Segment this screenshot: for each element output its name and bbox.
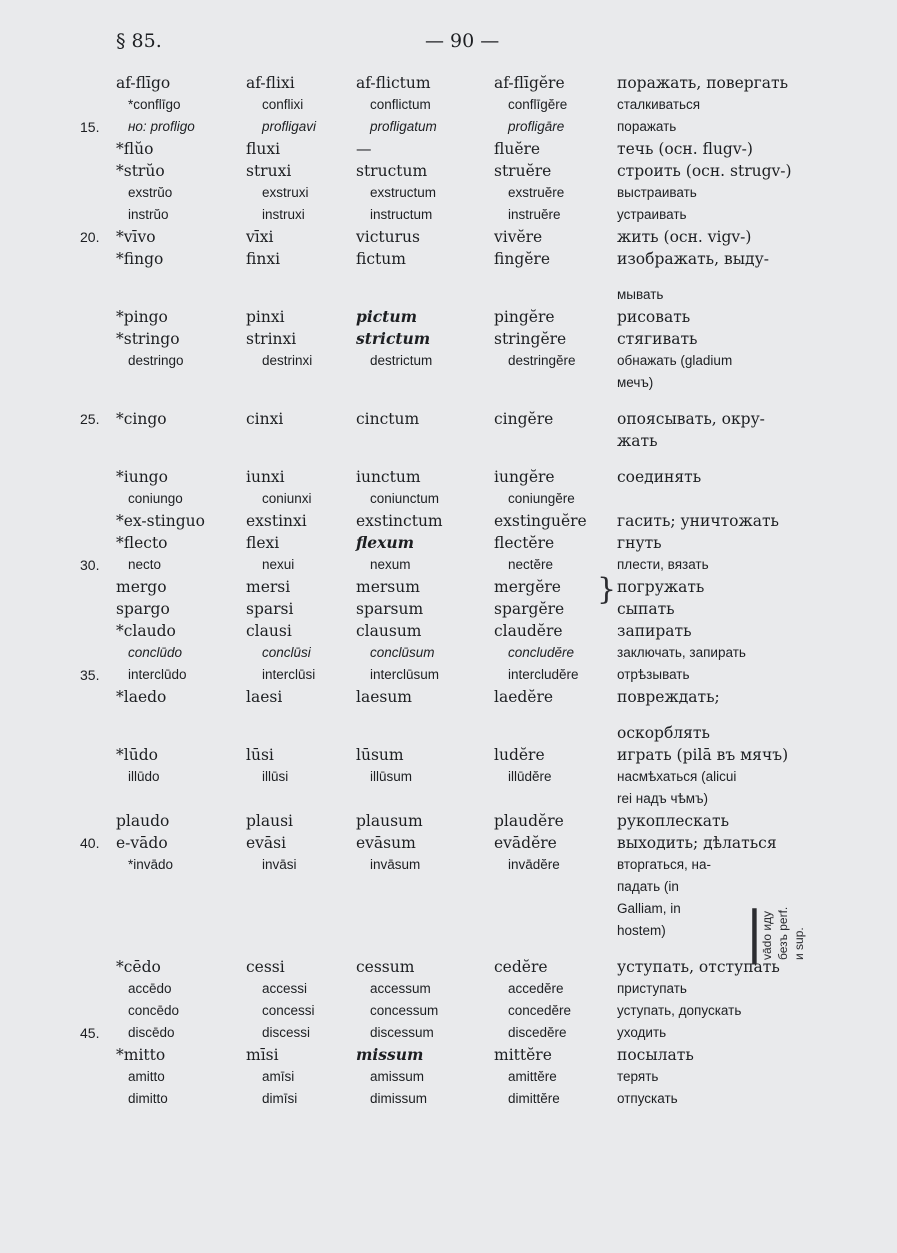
cell-c1: *cingo xyxy=(116,410,167,428)
cell-c4: dimittĕre xyxy=(508,1091,560,1106)
cell-c4: destringĕre xyxy=(508,353,576,368)
cell-c3: af-flictum xyxy=(356,74,431,92)
cell-c1: *cēdo xyxy=(116,958,161,976)
cell-c3: coniunctum xyxy=(370,491,440,506)
cell-c4: invādĕre xyxy=(508,857,560,872)
cell-c1: *laedo xyxy=(116,688,167,706)
table-row xyxy=(0,744,897,766)
table-row xyxy=(0,138,897,160)
table-row xyxy=(0,466,897,488)
cell-c1: exstrŭo xyxy=(128,185,173,200)
cell-c2: strinxi xyxy=(246,330,297,348)
cell-c3: evāsum xyxy=(356,834,416,852)
cell-c5: мечъ) xyxy=(617,375,654,390)
cell-c2: invāsi xyxy=(262,857,297,872)
cell-c4: intercludĕre xyxy=(508,667,579,682)
cell-c5: насмѣхаться (alicui xyxy=(617,769,737,784)
cell-c3: amissum xyxy=(370,1069,425,1084)
cell-c3: profligatum xyxy=(370,119,437,134)
cell-c2: profligavi xyxy=(262,119,317,134)
cell-c2: discessi xyxy=(262,1025,311,1040)
cell-num: 30. xyxy=(80,557,100,573)
cell-c4: amittĕre xyxy=(508,1069,557,1084)
cell-c4: fingĕre xyxy=(494,250,550,268)
cell-c1: *strŭo xyxy=(116,162,165,180)
cell-c3: — xyxy=(356,140,372,158)
cell-c3: conflictum xyxy=(370,97,431,112)
table-row xyxy=(0,94,897,116)
cell-c1: *flŭo xyxy=(116,140,154,158)
cell-c2: accessi xyxy=(262,981,308,996)
table-row xyxy=(0,182,897,204)
cell-c4: exstinguĕre xyxy=(494,512,587,530)
table-row xyxy=(0,978,897,1000)
cell-c2: dimīsi xyxy=(262,1091,298,1106)
cell-c3: conclūsum xyxy=(370,645,435,660)
cell-c1: af-flīgo xyxy=(116,74,171,92)
cell-c5: hostem) xyxy=(617,923,666,938)
cell-c4: nectĕre xyxy=(508,557,554,572)
cell-c4: coniungĕre xyxy=(508,491,575,506)
cell-c3: exstinctum xyxy=(356,512,443,530)
cell-c3: instructum xyxy=(370,207,433,222)
cell-c1: *stringo xyxy=(116,330,180,348)
cell-c4: evādĕre xyxy=(494,834,557,852)
table-row xyxy=(0,248,897,270)
cell-c2: interclūsi xyxy=(262,667,316,682)
cell-c4: iungĕre xyxy=(494,468,555,486)
cell-c1: illūdo xyxy=(128,769,160,784)
cell-c5: обнажать (gladium xyxy=(617,353,733,368)
table-row xyxy=(0,372,897,394)
cell-c1: concēdo xyxy=(128,1003,180,1018)
cell-c1: e-vādo xyxy=(116,834,168,852)
cell-c5: мывать xyxy=(617,287,664,302)
cell-c2: mīsi xyxy=(246,1046,279,1064)
cell-c2: pinxi xyxy=(246,308,285,326)
cell-c4: mittĕre xyxy=(494,1046,552,1064)
cell-c5: стягивать xyxy=(617,330,698,348)
cell-c1: *ex-stinguo xyxy=(116,512,205,530)
page-number: — 90 — xyxy=(425,30,500,52)
side-note-line1: vādo иду xyxy=(760,910,774,960)
cell-c5: сыпать xyxy=(617,600,675,618)
cell-c3: destrictum xyxy=(370,353,433,368)
table-row xyxy=(0,160,897,182)
cell-c5: течь (осн. flugv-) xyxy=(617,140,753,158)
cell-c2: clausi xyxy=(246,622,292,640)
cell-c3: dimissum xyxy=(370,1091,428,1106)
cell-c5: уходить xyxy=(617,1025,667,1040)
cell-c5: сталкиваться xyxy=(617,97,701,112)
cell-c4: vivĕre xyxy=(494,228,543,246)
cell-c5: строить (осн. strugv-) xyxy=(617,162,792,180)
cell-num: 25. xyxy=(80,411,100,427)
cell-c2: evāsi xyxy=(246,834,287,852)
cell-c3: laesum xyxy=(356,688,413,706)
table-row xyxy=(0,576,897,598)
cell-c3: illūsum xyxy=(370,769,413,784)
table-row xyxy=(0,876,897,898)
cell-c3: interclūsum xyxy=(370,667,440,682)
cell-c2: flexi xyxy=(246,534,280,552)
cell-c1: *conflīgo xyxy=(128,97,181,112)
cell-c1: plaudo xyxy=(116,812,170,830)
cell-c5: отрѣзывать xyxy=(617,667,690,682)
cell-c3: missum xyxy=(356,1045,424,1064)
cell-c5: поражать, повергать xyxy=(617,74,789,92)
table-row xyxy=(0,620,897,642)
cell-c3: structum xyxy=(356,162,428,180)
cell-c1: necto xyxy=(128,557,162,572)
cell-c5: жить (осн. vigv-) xyxy=(617,228,752,246)
cell-c2: struxi xyxy=(246,162,292,180)
cell-c4: struĕre xyxy=(494,162,552,180)
cell-c5: уступать, допускать xyxy=(617,1003,742,1018)
table-row xyxy=(0,1022,897,1044)
table-row xyxy=(0,642,897,664)
cell-c5: рисовать xyxy=(617,308,691,326)
cell-c1: amitto xyxy=(128,1069,165,1084)
cell-c5: выходить; дѣлаться xyxy=(617,834,777,852)
cell-c1: но: profligo xyxy=(128,119,195,134)
cell-c5: терять xyxy=(617,1069,659,1084)
cell-c2: instruxi xyxy=(262,207,305,222)
table-row xyxy=(0,328,897,350)
cell-c4: mergĕre xyxy=(494,578,561,596)
cell-c3: nexum xyxy=(370,557,411,572)
table-row xyxy=(0,554,897,576)
cell-c1: interclūdo xyxy=(128,667,187,682)
cell-c3: mersum xyxy=(356,578,420,596)
cell-c4: accedĕre xyxy=(508,981,564,996)
cell-c2: nexui xyxy=(262,557,295,572)
table-row xyxy=(0,350,897,372)
cell-c1: spargo xyxy=(116,600,170,618)
cell-c4: stringĕre xyxy=(494,330,567,348)
cell-c2: iunxi xyxy=(246,468,285,486)
cell-c1: *lūdo xyxy=(116,746,158,764)
cell-c4: discedĕre xyxy=(508,1025,567,1040)
cell-num: 35. xyxy=(80,667,100,683)
cell-c4: plaudĕre xyxy=(494,812,564,830)
cell-c3: pictum xyxy=(356,307,417,326)
cell-c4: spargĕre xyxy=(494,600,565,618)
cell-c3: iunctum xyxy=(356,468,421,486)
cell-c5: гнуть xyxy=(617,534,662,552)
cell-c2: plausi xyxy=(246,812,294,830)
table-row xyxy=(0,810,897,832)
cell-c2: cessi xyxy=(246,958,285,976)
cell-c1: instrŭo xyxy=(128,207,169,222)
cell-c4: cingĕre xyxy=(494,410,554,428)
cell-num: 20. xyxy=(80,229,100,245)
cell-c3: lūsum xyxy=(356,746,404,764)
cell-c5: рукоплескать xyxy=(617,812,730,830)
table-row xyxy=(0,686,897,708)
cell-c2: coniunxi xyxy=(262,491,312,506)
cell-c3: strictum xyxy=(356,329,431,348)
cell-c2: laesi xyxy=(246,688,283,706)
cell-c3: clausum xyxy=(356,622,422,640)
cell-c4: exstruĕre xyxy=(508,185,565,200)
cell-c3: invāsum xyxy=(370,857,421,872)
table-row xyxy=(0,1044,897,1066)
cell-c5: изображать, выду- xyxy=(617,250,769,268)
cell-c1: mergo xyxy=(116,578,167,596)
cell-c2: destrinxi xyxy=(262,353,313,368)
cell-c3: accessum xyxy=(370,981,431,996)
cell-c4: conflīgĕre xyxy=(508,97,568,112)
table-row xyxy=(0,488,897,510)
section-number: § 85. xyxy=(116,30,162,52)
cell-c4: af-flīgĕre xyxy=(494,74,565,92)
cell-c4: flectĕre xyxy=(494,534,555,552)
cell-c2: lūsi xyxy=(246,746,274,764)
cell-c5: отпускать xyxy=(617,1091,678,1106)
cell-c2: vīxi xyxy=(246,228,274,246)
cell-c5: запирать xyxy=(617,622,692,640)
cell-c1: conclūdo xyxy=(128,645,183,660)
table-row xyxy=(0,532,897,554)
cell-c1: *pingo xyxy=(116,308,168,326)
cell-c5: уступать, отступать xyxy=(617,958,780,976)
cell-c2: conflixi xyxy=(262,97,304,112)
cell-c5: погружать xyxy=(617,578,705,596)
table-row xyxy=(0,204,897,226)
cell-c1: dimitto xyxy=(128,1091,168,1106)
table-row xyxy=(0,598,897,620)
cell-c2: concessi xyxy=(262,1003,315,1018)
cell-c5: плести, вязать xyxy=(617,557,709,572)
side-brace-symbol: | xyxy=(745,900,764,965)
cell-c3: exstructum xyxy=(370,185,437,200)
cell-num: 40. xyxy=(80,835,100,851)
cell-c1: *vīvo xyxy=(116,228,156,246)
cell-c2: fluxi xyxy=(246,140,281,158)
cell-c5: поражать xyxy=(617,119,677,134)
cell-c3: flexum xyxy=(356,533,415,552)
cell-c1: *flecto xyxy=(116,534,168,552)
side-note-line3: и sup. xyxy=(792,927,806,960)
cell-c1: *iungo xyxy=(116,468,168,486)
cell-c4: concedĕre xyxy=(508,1003,572,1018)
cell-c5: оскорблять xyxy=(617,724,710,742)
cell-c2: finxi xyxy=(246,250,281,268)
cell-c4: laedĕre xyxy=(494,688,554,706)
cell-c5: жать xyxy=(617,432,658,450)
table-row xyxy=(0,226,897,248)
cell-c5: rei надъ чѣмъ) xyxy=(617,791,709,806)
cell-c2: amīsi xyxy=(262,1069,295,1084)
cell-c1: *invādo xyxy=(128,857,174,872)
table-row xyxy=(0,72,897,94)
cell-c1: discēdo xyxy=(128,1025,175,1040)
cell-c1: accēdo xyxy=(128,981,172,996)
table-row xyxy=(0,722,897,744)
cell-c3: concessum xyxy=(370,1003,439,1018)
cell-c5: устраивать xyxy=(617,207,687,222)
cell-c2: exstinxi xyxy=(246,512,307,530)
table-row xyxy=(0,854,897,876)
table-row xyxy=(0,430,897,452)
table-row xyxy=(0,1000,897,1022)
cell-num: 15. xyxy=(80,119,100,135)
cell-c4: profligāre xyxy=(508,119,565,134)
cell-c4: pingĕre xyxy=(494,308,555,326)
cell-c5: играть (pilā въ мячъ) xyxy=(617,746,789,764)
cell-c5: соединять xyxy=(617,468,702,486)
cell-c4: ludĕre xyxy=(494,746,545,764)
cell-c1: destringo xyxy=(128,353,184,368)
table-row xyxy=(0,408,897,430)
cell-c2: illūsi xyxy=(262,769,289,784)
cell-c5: гасить; уничтожать xyxy=(617,512,779,530)
cell-c3: victurus xyxy=(356,228,420,246)
cell-c4: illūdĕre xyxy=(508,769,552,784)
cell-c1: coniungo xyxy=(128,491,183,506)
cell-c3: cinctum xyxy=(356,410,420,428)
cell-c2: conclūsi xyxy=(262,645,311,660)
table-row xyxy=(0,788,897,810)
cell-c1: *claudo xyxy=(116,622,176,640)
cell-c2: exstruxi xyxy=(262,185,309,200)
cell-c4: cedĕre xyxy=(494,958,548,976)
cell-c2: sparsi xyxy=(246,600,294,618)
table-row xyxy=(0,284,897,306)
cell-c5: повреждать; xyxy=(617,688,720,706)
cell-c3: cessum xyxy=(356,958,415,976)
cell-c5: падать (in xyxy=(617,879,679,894)
cell-c2: cinxi xyxy=(246,410,284,428)
cell-c5: выстраивать xyxy=(617,185,697,200)
cell-c5: Galliam, in xyxy=(617,901,681,916)
cell-c2: mersi xyxy=(246,578,291,596)
table-row xyxy=(0,766,897,788)
cell-c3: sparsum xyxy=(356,600,424,618)
cell-c4: fluĕre xyxy=(494,140,541,158)
cell-c5: приступать xyxy=(617,981,687,996)
cell-c5: опоясывать, окру- xyxy=(617,410,765,428)
cell-c1: *mitto xyxy=(116,1046,166,1064)
table-row xyxy=(0,1066,897,1088)
table-row xyxy=(0,1088,897,1110)
cell-c5: заключать, запирать xyxy=(617,645,746,660)
cell-c2: af-flixi xyxy=(246,74,295,92)
cell-num: 45. xyxy=(80,1025,100,1041)
cell-c4: concludĕre xyxy=(508,645,575,660)
cell-c4: instruĕre xyxy=(508,207,561,222)
table-row xyxy=(0,116,897,138)
cell-c5: посылать xyxy=(617,1046,694,1064)
side-note-line2: безъ perf. xyxy=(776,906,790,960)
cell-c3: discessum xyxy=(370,1025,434,1040)
table-row xyxy=(0,306,897,328)
cell-c3: plausum xyxy=(356,812,423,830)
cell-c5: вторгаться, на- xyxy=(617,857,711,872)
table-row xyxy=(0,832,897,854)
cell-c4: claudĕre xyxy=(494,622,563,640)
table-row xyxy=(0,510,897,532)
cell-c3: fictum xyxy=(356,250,406,268)
cell-c1: *fingo xyxy=(116,250,164,268)
brace-symbol: } xyxy=(597,572,617,607)
table-row xyxy=(0,664,897,686)
